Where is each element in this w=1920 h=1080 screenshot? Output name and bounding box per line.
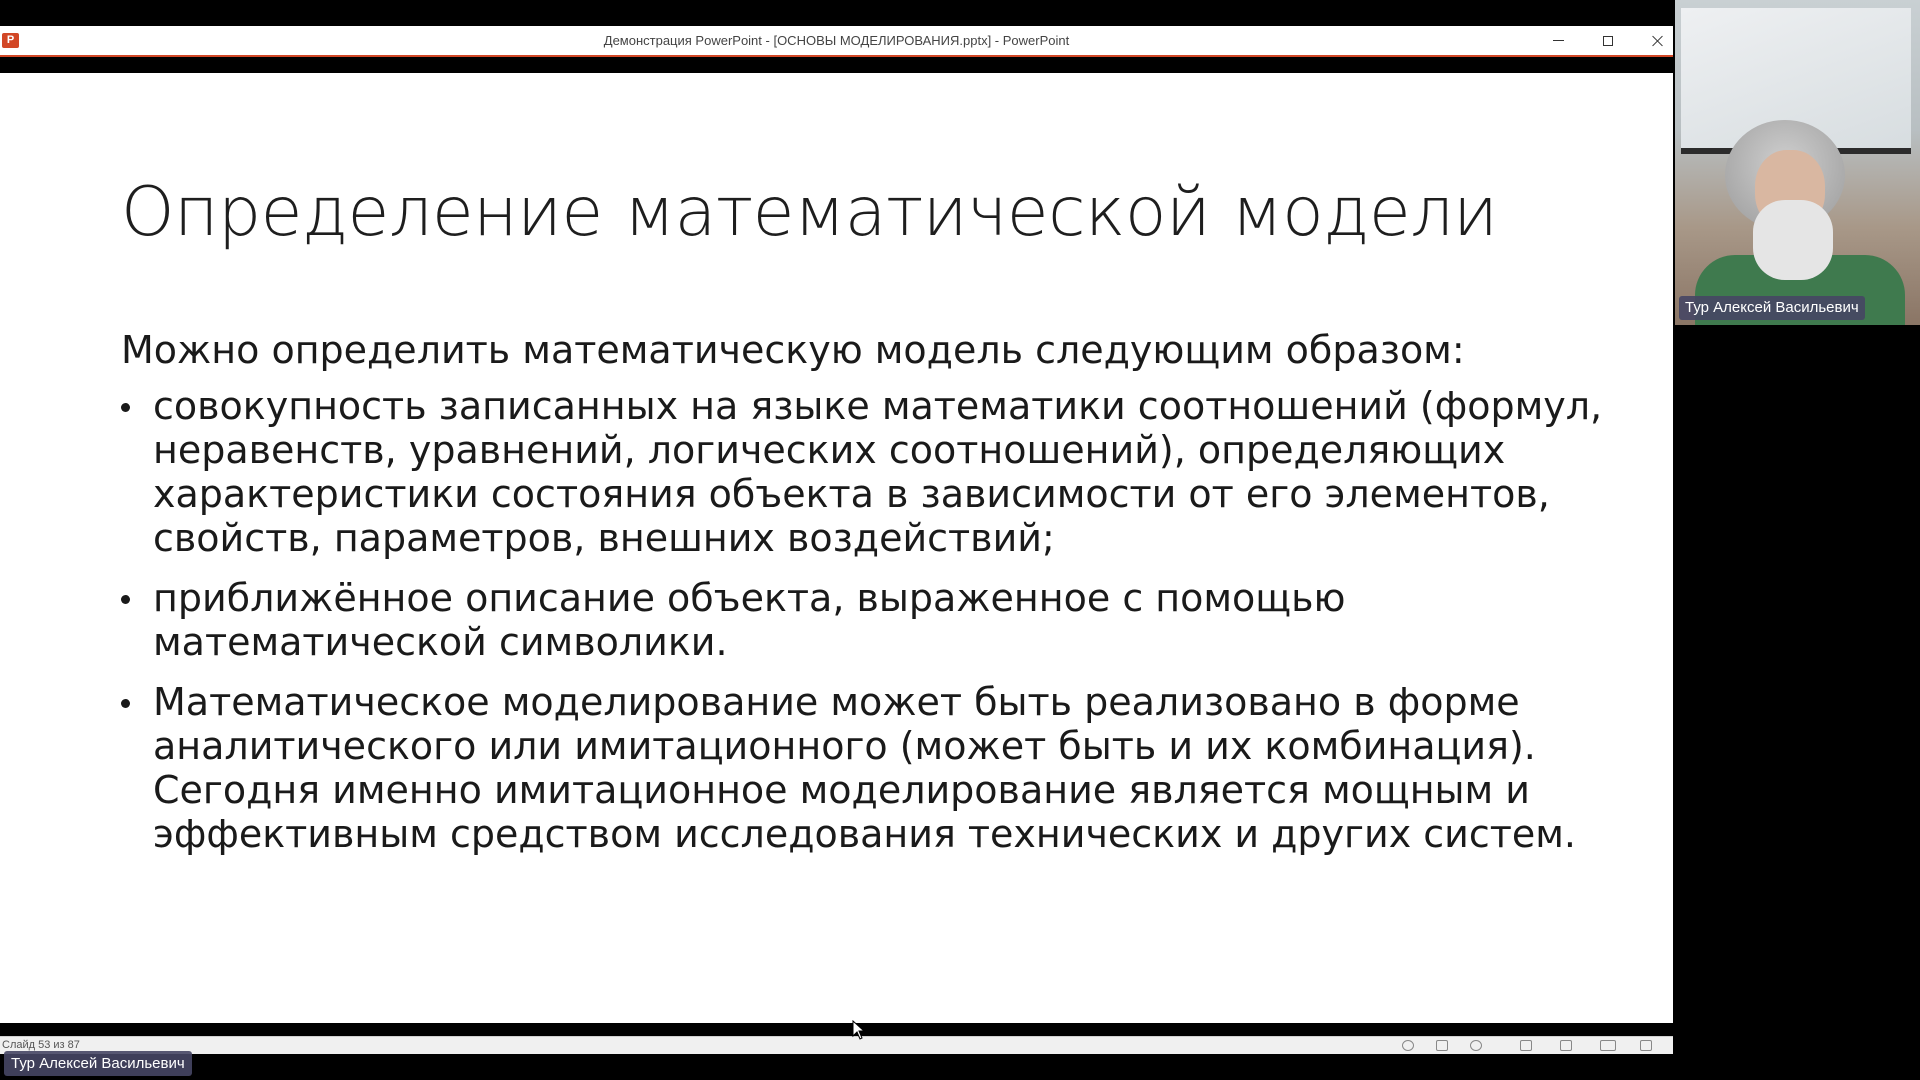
webcam-video[interactable] (1675, 0, 1920, 325)
bullet-line: эффективным средством исследования технических и других систем. (153, 812, 1577, 856)
slide-menu-icon[interactable] (1436, 1040, 1448, 1051)
reading-view-icon[interactable] (1600, 1040, 1616, 1051)
bullet-line: неравенств, уравнений, логических соотношений), определяющих (153, 428, 1506, 472)
maximize-icon (1603, 36, 1613, 46)
bullet-item (121, 680, 1577, 856)
close-icon (1652, 35, 1664, 47)
powerpoint-window (0, 26, 1673, 1054)
window-title: Демонстрация PowerPoint - [ОСНОВЫ МОДЕЛИРОВАНИЯ.pptx] - PowerPoint (603, 33, 1070, 48)
slide-sorter-icon[interactable] (1560, 1040, 1572, 1051)
webcam-participant-name: Тур Алексей Васильевич (1679, 296, 1865, 320)
bullet-icon (121, 595, 130, 604)
next-slide-icon[interactable] (1470, 1040, 1482, 1051)
bullet-line: характеристики состояния объекта в зависимости от его элементов, (153, 472, 1550, 516)
slide-body (121, 328, 1603, 872)
minimize-icon (1553, 40, 1564, 41)
slide-intro: Можно определить математическую модель следующим образом: (121, 328, 1465, 372)
bullet-item (121, 576, 1571, 664)
slide[interactable] (0, 73, 1673, 1023)
bullet-line: Сегодня именно имитационное моделирование является мощным и (153, 768, 1530, 812)
bullet-line: свойств, параметров, внешних воздействий; (153, 516, 1055, 560)
bullet-line: математической символики. (153, 620, 728, 664)
mouse-cursor-icon (852, 1020, 866, 1040)
slide-counter: Слайд 53 из 87 (2, 1039, 80, 1051)
status-bar (0, 1036, 1673, 1054)
bullet-icon (121, 699, 130, 708)
previous-slide-icon[interactable] (1402, 1040, 1414, 1051)
bullet-line: Математическое моделирование может быть реализовано в форме (153, 680, 1520, 724)
window-titlebar[interactable] (0, 26, 1673, 57)
maximize-button[interactable] (1583, 26, 1633, 55)
bullet-line: аналитического или имитационного (может быть и их комбинация). (153, 724, 1536, 768)
webcam-person-beard (1753, 200, 1833, 280)
presenter-name-label: Тур Алексей Васильевич (4, 1051, 192, 1076)
bullet-item (121, 384, 1603, 560)
bullet-line: совокупность записанных на языке математики соотношений (формул, (153, 384, 1603, 428)
bullet-list (121, 384, 1603, 856)
slide-title: Определение математической модели (121, 173, 1498, 252)
normal-view-icon[interactable] (1520, 1040, 1532, 1051)
minimize-button[interactable] (1533, 26, 1583, 55)
powerpoint-icon[interactable]: P (2, 33, 19, 48)
bullet-line: приближённое описание объекта, выраженное с помощью (153, 576, 1346, 620)
slideshow-icon[interactable] (1640, 1040, 1652, 1051)
bullet-icon (121, 403, 130, 412)
